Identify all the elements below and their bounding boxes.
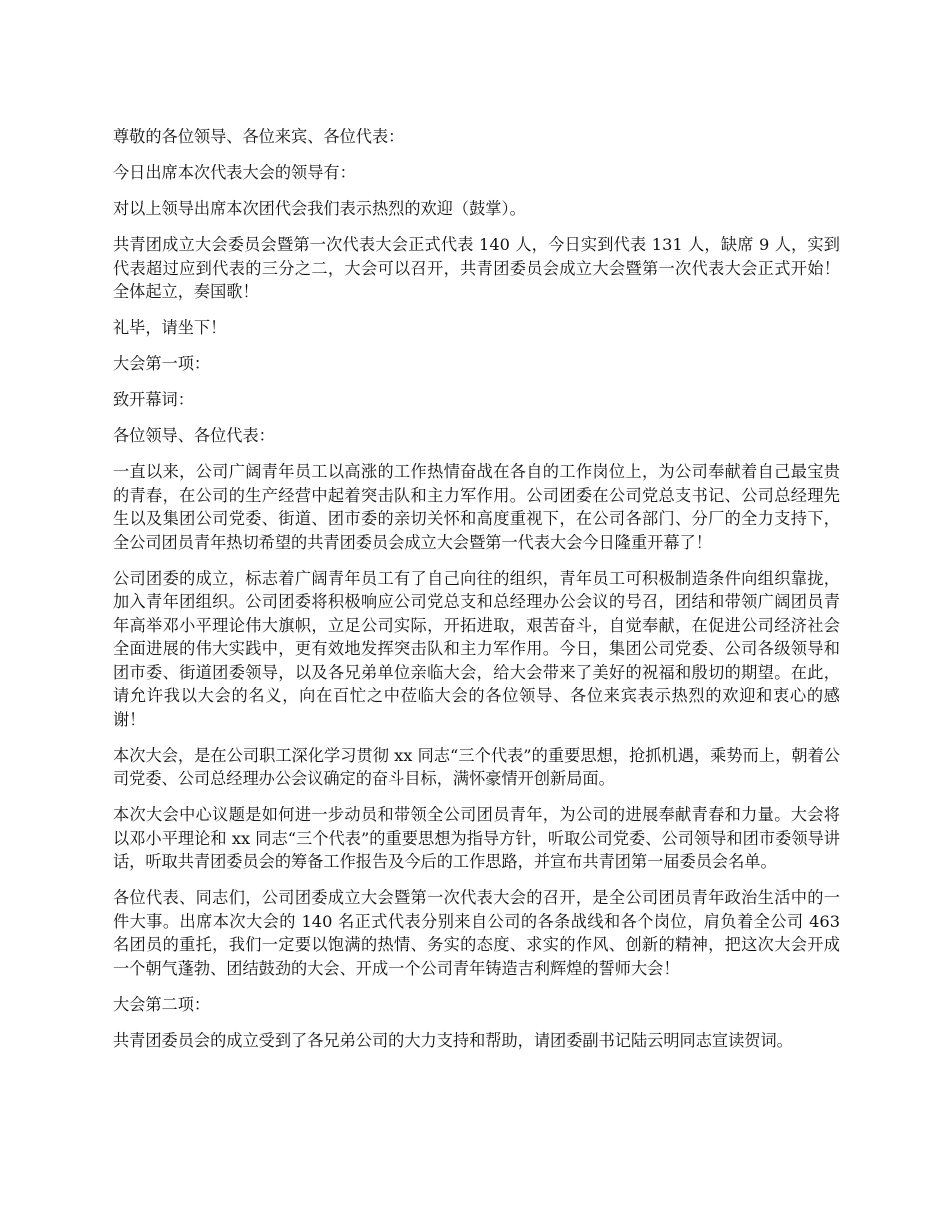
speech-paragraph: 本次大会，是在公司职工深化学习贯彻 xx 同志“三个代表”的重要思想，抢抓机遇，乘势而上，朝着公司党委、公司总经理办公会议确定的奋斗目标，满怀豪情开创新局面。	[113, 745, 840, 788]
agenda-item-two: 大会第二项：	[113, 994, 211, 1014]
agenda-item-one: 大会第一项：	[113, 354, 211, 373]
attendance-report: 共青团成立大会委员会暨第一次代表大会正式代表 140 人，今日实到代表 131 人，缺席 9 人，实到代表超过应到代表的三分之二，大会可以召开，共青团委员会成立大会暨第一次代表大会正式开始！全体起立，奏国歌！	[113, 235, 840, 301]
salutation: 尊敬的各位领导、各位来宾、各位代表：	[113, 127, 405, 146]
speech-salutation: 各位领导、各位代表：	[113, 426, 275, 445]
welcome-applause: 对以上领导出席本次团代会我们表示热烈的欢迎（鼓掌）。	[113, 199, 526, 218]
speech-paragraph: 公司团委的成立，标志着广阔青年员工有了自己向往的组织，青年员工可积极制造条件向组织靠拢，加入青年团组织。公司团委将积极响应公司党总支和总经理办公会议的号召，团结和带领广阔团员青年高举邓小平理论伟大旗帜，立足公司实际，开拓进取，艰苦奋斗，自觉奉献，在促进公司经济社会全面进展的伟大实践中，更有效地发挥突击队和主力军作用。今日，集团公司党委、公司各级领导和团市委、街道团委领导，以及各兄弟单位亲临大会，给大会带来了美好的祝福和殷切的期望。在此，请允许我以大会的名义，向在百忙之中莅临大会的各位领导、各位来宾表示热烈的欢迎和衷心的感谢！	[113, 568, 840, 729]
speech-paragraph: 一直以来，公司广阔青年员工以高涨的工作热情奋战在各自的工作岗位上，为公司奉献着自己最宝贵的青春，在公司的生产经营中起着突击队和主力军作用。公司团委在公司党总支书记、公司总经理先生以及集团公司党委、街道、团市委的亲切关怀和高度重视下，在公司各部门、分厂的全力支持下，全公司团员青年热切希望的共青团委员会成立大会暨第一代表大会今日隆重开幕了！	[113, 462, 840, 552]
speech-paragraph: 本次大会中心议题是如何进一步动员和带领全公司团员青年，为公司的进展奉献青春和力量。大会将以邓小平理论和 xx 同志“三个代表”的重要思想为指导方针，听取公司党委、公司领导和团市委领导讲话，听取共青团委员会的筹备工作报告及今后的工作思路，并宣布共青团第一届委员会名单。	[113, 805, 840, 871]
be-seated: 礼毕，请坐下！	[113, 318, 227, 337]
opening-speech-title: 致开幕词：	[113, 390, 194, 409]
speech-paragraph: 各位代表、同志们，公司团委成立大会暨第一次代表大会的召开，是全公司团员青年政治生活中的一件大事。出席本次大会的 140 名正式代表分别来自公司的各条战线和各个岗位，肩负着全公司 463 名团员的重托，我们一定要以饱满的热情、务实的态度、求实的作风、创新的精神，把这次大会开成一个朝气蓬勃、团结鼓劲的大会、开成一个公司青年铸造吉利辉煌的誓师大会！	[113, 888, 840, 978]
congratulatory-message-intro: 共青团委员会的成立受到了各兄弟公司的大力支持和帮助，请团委副书记陆云明同志宣读贺词。	[113, 1030, 793, 1050]
document-body	[113, 125, 840, 1065]
attending-leaders-intro: 今日出席本次代表大会的领导有：	[113, 163, 356, 182]
